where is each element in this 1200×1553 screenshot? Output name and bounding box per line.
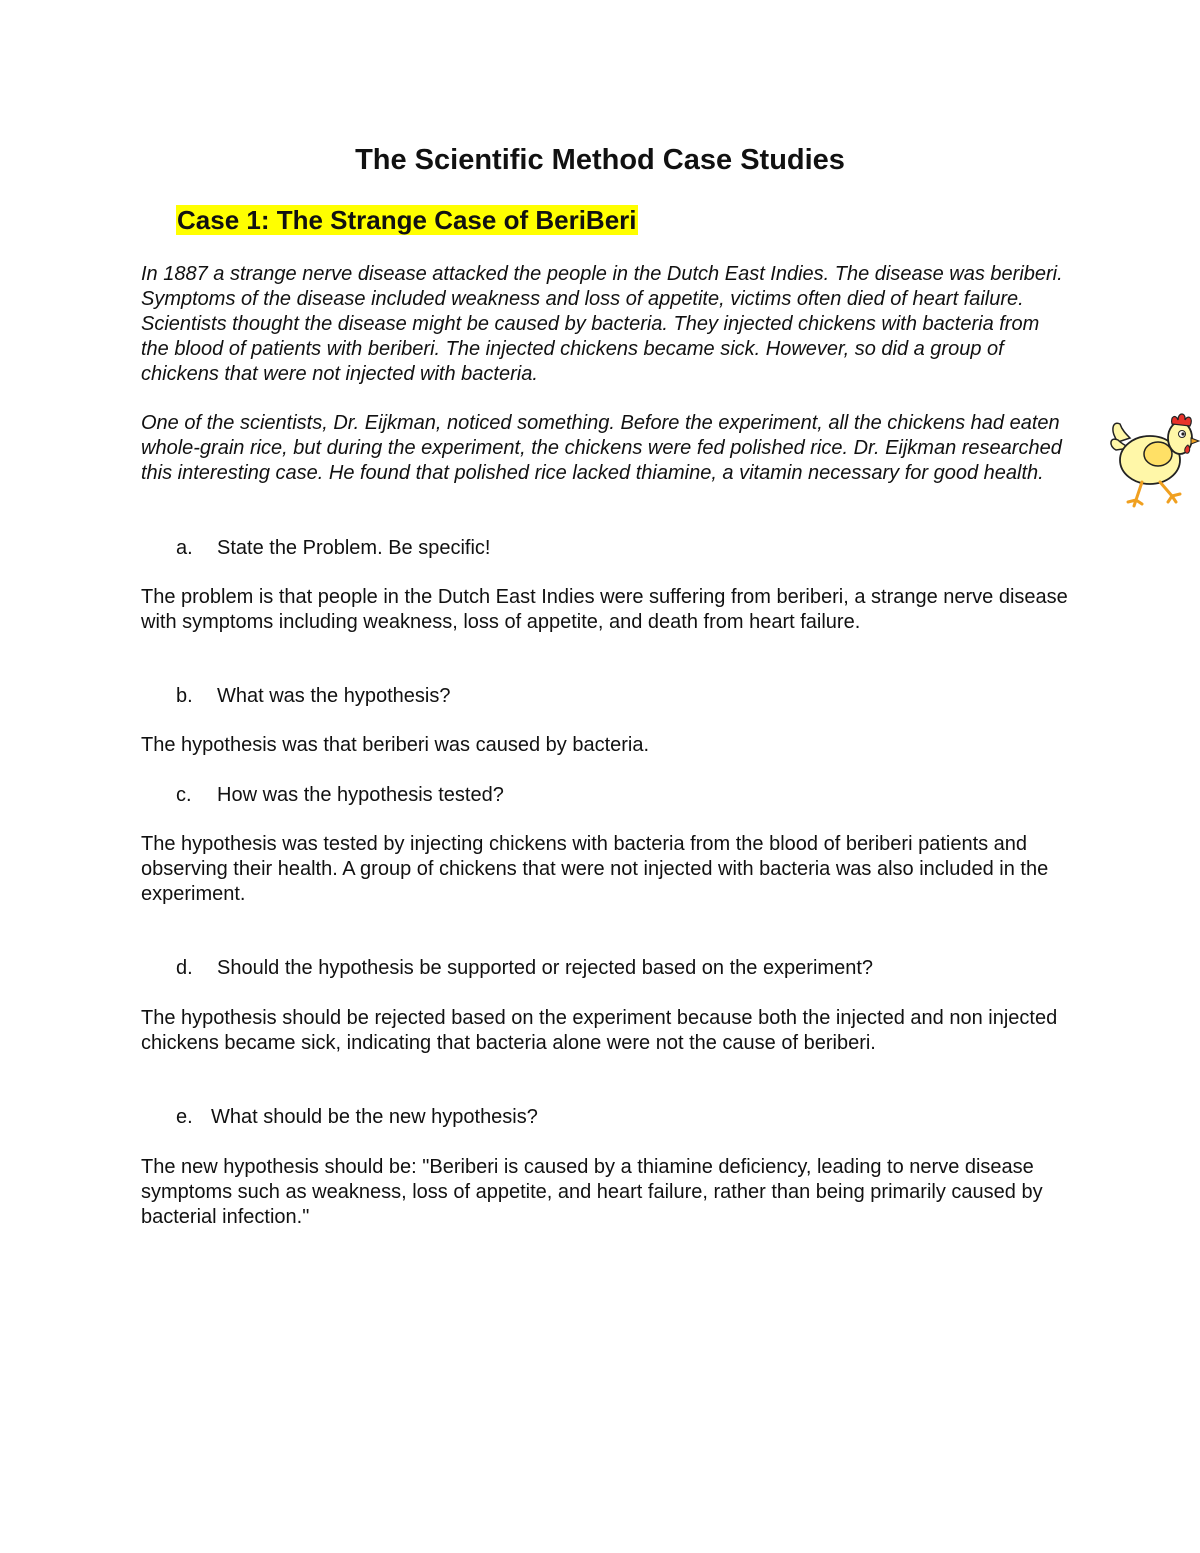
chicken-icon [1108,402,1200,508]
answer-b: The hypothesis was that beriberi was caused by bacteria. [141,734,650,756]
question-letter: c. [176,784,192,806]
question-d [176,956,1076,981]
intro-paragraph-2: One of the scientists, Dr. Eijkman, noticed something. Before the experiment, all the chickens had eaten whole-grain rice, but during the experiment, the chickens were fed polished rice. Dr. Eijkman researched this interesting case. He found that polished rice lacked thiamine, a vitamin necessary for good health. [141,412,1062,484]
question-letter: d. [176,957,193,979]
question-text: Should the hypothesis be supported or rejected based on the experiment? [217,957,873,979]
question-letter: a. [176,537,193,559]
page-title: The Scientific Method Case Studies [355,144,845,176]
question-e [176,1105,1076,1130]
answer-e: The new hypothesis should be: "Beriberi is caused by a thiamine deficiency, leading to nerve disease symptoms such as weakness, loss of appetite, and heart failure, rather than being primarily caused by bacterial infection." [141,1156,1043,1228]
question-text: What should be the new hypothesis? [211,1106,538,1128]
intro-paragraph-1: In 1887 a strange nerve disease attacked the people in the Dutch East Indies. The disease was beriberi. Symptoms of the disease included weakness and loss of appetite, victims often died of heart failure. Scientists thought the disease might be caused by bacteria. They injected chickens with bacteria from the blood of patients with beriberi. The injected chickens became sick. However, so did a group of chickens that were not injected with bacteria. [141,263,1063,385]
answer-c: The hypothesis was tested by injecting chickens with bacteria from the blood of beriberi patients and observing their health. A group of chickens that were not injected with bacteria was also included in the experiment. [141,833,1049,905]
question-c [176,783,1076,808]
question-letter: b. [176,685,193,707]
case-heading-highlight: Case 1: The Strange Case of BeriBeri [177,205,637,235]
question-b [176,684,1076,709]
case-heading [176,202,638,238]
answer-d: The hypothesis should be rejected based on the experiment because both the injected and non injected chickens became sick, indicating that bacteria alone were not the cause of beriberi. [141,1007,1058,1054]
question-text: What was the hypothesis? [217,685,451,707]
question-a [176,536,1076,561]
question-letter: e. [176,1106,193,1128]
answer-a: The problem is that people in the Dutch East Indies were suffering from beriberi, a strange nerve disease with symptoms including weakness, loss of appetite, and death from heart failure. [141,586,1068,633]
question-text: How was the hypothesis tested? [217,784,504,806]
question-text: State the Problem. Be specific! [217,537,491,559]
